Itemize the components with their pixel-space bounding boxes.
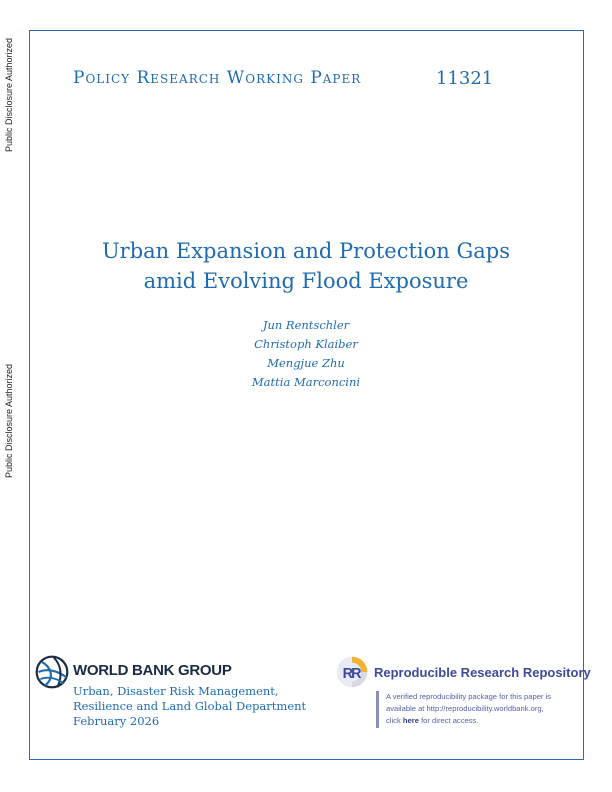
author-list [156,316,456,392]
cover-frame [29,30,584,760]
repository-note-line-1: A verified reproducibility package for this paper is [386,692,552,701]
author-name: Mattia Marconcini [251,375,361,389]
repository-note-prefix: click [386,716,401,725]
repository-note [386,691,586,727]
paper-title [60,236,552,296]
department-block [73,684,323,729]
world-bank-group-name: WORLD BANK GROUP [73,662,232,679]
paper-title-line-1: Urban Expansion and Protection Gaps [101,239,510,263]
department-line-2: Resilience and Land Global Department [73,699,307,713]
repository-title: Reproducible Research Repository [374,665,591,680]
publication-date: February 2026 [73,714,160,728]
author-name: Mengjue Zhu [267,356,345,370]
repository-note-divider [376,691,379,728]
paper-title-line-2: amid Evolving Flood Exposure [143,269,469,293]
repository-note-line-3 [386,715,586,727]
author-name: Jun Rentschler [262,318,350,332]
repository-here-link[interactable]: here [402,716,419,725]
repository-note-suffix: for direct access. [421,716,479,725]
series-title: Policy Research Working Paper [73,68,362,88]
world-bank-globe-icon [34,654,70,690]
disclosure-label-top: Public Disclosure Authorized [4,37,14,152]
department-line-1: Urban, Disaster Risk Management, [73,684,279,698]
disclosure-label-bottom: Public Disclosure Authorized [4,363,14,478]
author-name: Christoph Klaiber [254,337,358,351]
repository-note-line-2: available at http://reproducibility.worldbank.org, [386,704,544,713]
svg-text:R: R [342,665,354,682]
paper-number: 11321 [436,68,494,89]
svg-text:R: R [351,665,362,682]
reproducible-research-logo-icon [335,655,369,689]
